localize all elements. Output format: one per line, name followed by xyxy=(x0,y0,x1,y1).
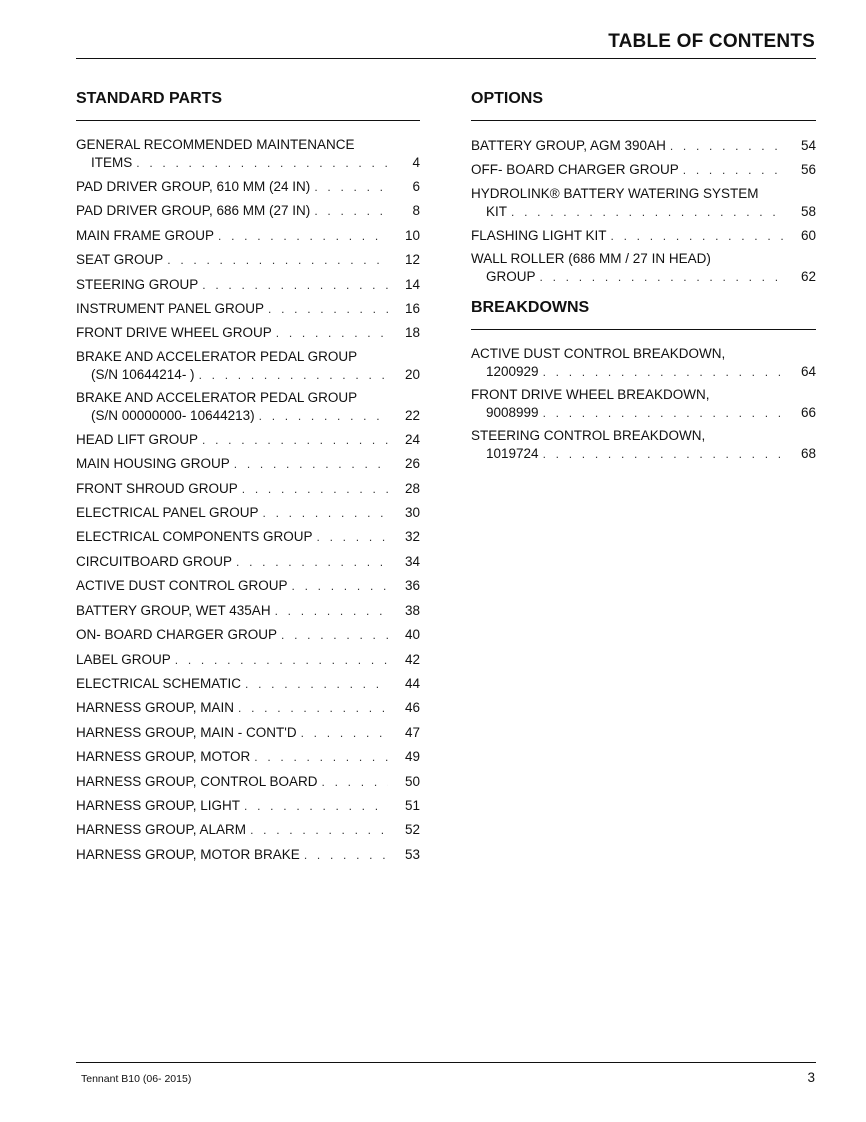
standard-parts-divider xyxy=(76,120,420,121)
options-divider xyxy=(471,120,816,121)
toc-entry xyxy=(76,623,420,647)
toc-entry-label: ELECTRICAL SCHEMATIC xyxy=(76,675,242,691)
toc-entry xyxy=(471,343,816,384)
dot-leader xyxy=(540,268,784,286)
toc-entry-label: 1019724 xyxy=(486,446,539,462)
toc-entry-page-number: 22 xyxy=(404,407,420,423)
dot-leader xyxy=(275,600,388,623)
dot-leader xyxy=(276,322,388,345)
toc-entry-label: PAD DRIVER GROUP, 610 MM (24 IN) xyxy=(76,179,311,194)
toc-entry-label: BATTERY GROUP, WET 435AH xyxy=(76,602,271,618)
toc-entry-page-number: 16 xyxy=(404,301,420,317)
toc-entry-label: 9008999 xyxy=(486,405,539,421)
toc-entry-page-number: 28 xyxy=(404,480,420,496)
toc-entry-label: BATTERY GROUP, AGM 390AH xyxy=(471,138,666,153)
dot-leader xyxy=(317,526,388,549)
toc-entry xyxy=(76,818,420,842)
dot-leader xyxy=(543,445,784,463)
dot-leader xyxy=(175,649,388,672)
toc-entry-page-number: 8 xyxy=(412,203,420,219)
dot-leader xyxy=(234,453,388,476)
dot-leader xyxy=(281,624,388,647)
toc-entry-label: OFF- BOARD CHARGER GROUP xyxy=(471,162,679,178)
toc-entry-page-number: 4 xyxy=(412,155,420,170)
toc-entry xyxy=(76,297,420,321)
dot-leader xyxy=(259,407,388,425)
dot-leader xyxy=(322,771,388,794)
toc-entry-label: HARNESS GROUP, MOTOR BRAKE xyxy=(76,846,300,862)
toc-entry-label: ELECTRICAL COMPONENTS GROUP xyxy=(76,529,313,545)
toc-entry-page-number: 42 xyxy=(404,651,420,667)
toc-entry-page-number: 54 xyxy=(800,138,816,153)
toc-entry-label: SEAT GROUP xyxy=(76,252,164,268)
toc-entry xyxy=(76,175,420,199)
toc-entry xyxy=(76,452,420,476)
dot-leader xyxy=(292,575,388,598)
toc-entry xyxy=(76,672,420,696)
dot-leader xyxy=(250,819,388,842)
options-section xyxy=(471,89,816,466)
dot-leader xyxy=(245,673,388,696)
dot-leader xyxy=(218,225,388,248)
dot-leader xyxy=(314,176,388,199)
toc-entry-label: MAIN FRAME GROUP xyxy=(76,227,215,243)
toc-entry-label: CIRCUITBOARD GROUP xyxy=(76,553,233,569)
toc-entry-label: FLASHING LIGHT KIT xyxy=(471,227,607,243)
toc-entry-title-line: ACTIVE DUST CONTROL BREAKDOWN, xyxy=(471,346,726,362)
toc-entry-label: ACTIVE DUST CONTROL GROUP xyxy=(76,578,288,594)
toc-entry-page-number: 14 xyxy=(404,276,420,292)
toc-entry-page-number: 52 xyxy=(404,822,420,838)
toc-entry-label: GROUP xyxy=(486,269,536,285)
dot-leader xyxy=(202,429,388,452)
toc-entry-title-line: GENERAL RECOMMENDED MAINTENANCE xyxy=(76,137,355,152)
footer-document-id: Tennant B10 (06- 2015) xyxy=(81,1073,192,1085)
toc-entry-label: (S/N 10644214- ) xyxy=(91,366,195,382)
toc-entry-page-number: 6 xyxy=(412,179,420,194)
toc-entry-label: FRONT SHROUD GROUP xyxy=(76,480,238,496)
toc-entry-label: HARNESS GROUP, LIGHT xyxy=(76,797,241,813)
dot-leader xyxy=(199,366,388,384)
dot-leader xyxy=(683,159,784,182)
toc-entry-page-number: 47 xyxy=(404,724,420,740)
toc-entry-page-number: 26 xyxy=(404,456,420,472)
toc-entry-page-number: 50 xyxy=(404,773,420,789)
toc-entry xyxy=(471,134,816,158)
toc-entry-page-number: 58 xyxy=(800,203,816,219)
toc-entry-page-number: 60 xyxy=(800,227,816,243)
footer-page-number: 3 xyxy=(807,1070,815,1085)
toc-entry-page-number: 34 xyxy=(404,553,420,569)
toc-entry xyxy=(76,525,420,549)
toc-entry-page-number: 44 xyxy=(404,675,420,691)
dot-leader xyxy=(611,225,784,248)
toc-entry-label: 1200929 xyxy=(486,364,539,380)
toc-entry xyxy=(76,224,420,248)
toc-entry-label: HARNESS GROUP, MAIN - CONT'D xyxy=(76,724,297,740)
toc-entry xyxy=(76,696,420,720)
toc-entry xyxy=(471,183,816,224)
dot-leader xyxy=(301,722,388,745)
toc-entry-title-line: STEERING CONTROL BREAKDOWN, xyxy=(471,428,706,444)
toc-entry xyxy=(76,387,420,428)
toc-entry-page-number: 12 xyxy=(404,252,420,268)
toc-entry xyxy=(76,346,420,387)
toc-entry-label: FRONT DRIVE WHEEL GROUP xyxy=(76,325,272,341)
standard-parts-heading: STANDARD PARTS xyxy=(76,90,223,107)
toc-entry xyxy=(76,501,420,525)
options-heading: OPTIONS xyxy=(471,90,544,107)
standard-parts-list xyxy=(76,134,420,867)
dot-leader xyxy=(242,478,388,501)
toc-entry-title-line: BRAKE AND ACCELERATOR PEDAL GROUP xyxy=(76,348,358,364)
toc-entry xyxy=(76,428,420,452)
toc-entry-label: KIT xyxy=(486,203,508,219)
standard-parts-section xyxy=(76,89,420,867)
toc-entry-page-number: 64 xyxy=(800,364,816,380)
toc-entry xyxy=(76,843,420,867)
toc-entry-page-number: 38 xyxy=(404,602,420,618)
toc-entry-page-number: 20 xyxy=(404,366,420,382)
dot-leader xyxy=(670,135,784,158)
toc-entry xyxy=(76,477,420,501)
footer-divider xyxy=(76,1062,816,1063)
toc-entry xyxy=(471,248,816,289)
toc-entry-page-number: 46 xyxy=(404,700,420,716)
toc-entry-page-number: 62 xyxy=(800,269,816,285)
toc-entry-page-number: 53 xyxy=(404,846,420,862)
dot-leader xyxy=(167,249,388,272)
toc-entry-page-number: 30 xyxy=(404,505,420,521)
dot-leader xyxy=(238,697,388,720)
toc-entry xyxy=(471,158,816,182)
toc-entry xyxy=(76,134,420,175)
dot-leader xyxy=(543,363,784,381)
dot-leader xyxy=(543,404,784,422)
toc-entry-page-number: 32 xyxy=(404,529,420,545)
toc-entry-title-line: FRONT DRIVE WHEEL BREAKDOWN, xyxy=(471,387,710,403)
toc-entry-label: INSTRUMENT PANEL GROUP xyxy=(76,301,265,317)
toc-entry-page-number: 18 xyxy=(404,325,420,341)
toc-entry xyxy=(76,248,420,272)
toc-entry-page-number: 66 xyxy=(800,405,816,421)
toc-entry-title-line: HYDROLINK® BATTERY WATERING SYSTEM xyxy=(471,185,759,201)
dot-leader xyxy=(254,746,388,769)
toc-entry-label: ITEMS xyxy=(91,155,133,170)
toc-entry-label: HEAD LIFT GROUP xyxy=(76,431,199,447)
toc-entry-label: ELECTRICAL PANEL GROUP xyxy=(76,505,259,521)
toc-entry-label: PAD DRIVER GROUP, 686 MM (27 IN) xyxy=(76,203,311,219)
toc-entry xyxy=(76,648,420,672)
toc-entry-page-number: 49 xyxy=(404,749,420,765)
toc-entry-label: (S/N 00000000- 10644213) xyxy=(91,407,255,423)
toc-entry-page-number: 24 xyxy=(404,431,420,447)
toc-entry xyxy=(471,384,816,425)
dot-leader xyxy=(511,203,784,221)
toc-entry-label: ON- BOARD CHARGER GROUP xyxy=(76,627,278,643)
toc-entry-page-number: 36 xyxy=(404,578,420,594)
toc-entry xyxy=(76,770,420,794)
dot-leader xyxy=(268,298,388,321)
toc-entry-title-line: WALL ROLLER (686 MM / 27 IN HEAD) xyxy=(471,251,711,267)
toc-entry-label: HARNESS GROUP, MAIN xyxy=(76,700,235,716)
toc-entry xyxy=(76,745,420,769)
toc-entry-label: LABEL GROUP xyxy=(76,651,171,667)
toc-entry xyxy=(76,550,420,574)
toc-entry-page-number: 40 xyxy=(404,627,420,643)
title-divider xyxy=(76,58,816,59)
dot-leader xyxy=(244,795,388,818)
toc-entry-page-number: 68 xyxy=(800,446,816,462)
toc-entry xyxy=(76,574,420,598)
toc-entry-page-number: 10 xyxy=(404,227,420,243)
toc-entry-page-number: 56 xyxy=(800,162,816,178)
page-title: TABLE OF CONTENTS xyxy=(608,31,815,52)
toc-entry xyxy=(471,425,816,466)
toc-entry xyxy=(76,794,420,818)
toc-entry-title-line: BRAKE AND ACCELERATOR PEDAL GROUP xyxy=(76,389,358,405)
toc-entry-label: HARNESS GROUP, CONTROL BOARD xyxy=(76,773,318,789)
toc-entry-label: HARNESS GROUP, ALARM xyxy=(76,822,247,838)
toc-entry xyxy=(76,321,420,345)
breakdowns-divider xyxy=(471,329,816,330)
dot-leader xyxy=(202,274,388,297)
breakdowns-list xyxy=(471,343,816,466)
toc-entry xyxy=(76,273,420,297)
toc-entry xyxy=(471,224,816,248)
toc-entry-page-number: 51 xyxy=(404,797,420,813)
toc-entry xyxy=(76,721,420,745)
dot-leader xyxy=(304,844,388,867)
dot-leader xyxy=(136,154,388,172)
toc-entry xyxy=(76,199,420,223)
options-list xyxy=(471,134,816,289)
dot-leader xyxy=(236,551,388,574)
toc-entry-label: STEERING GROUP xyxy=(76,276,199,292)
dot-leader xyxy=(263,502,388,525)
dot-leader xyxy=(314,200,388,223)
toc-entry xyxy=(76,599,420,623)
breakdowns-heading: BREAKDOWNS xyxy=(471,299,590,317)
toc-entry-label: MAIN HOUSING GROUP xyxy=(76,456,230,472)
toc-entry-label: HARNESS GROUP, MOTOR xyxy=(76,749,251,765)
